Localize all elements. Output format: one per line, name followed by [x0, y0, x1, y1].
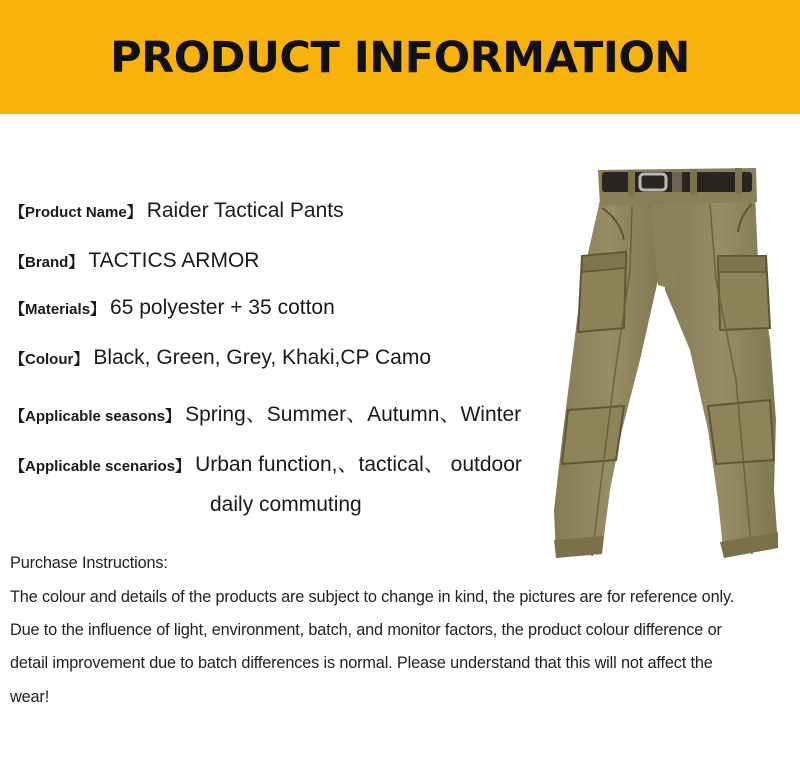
spec-row-product-name: [10, 199, 344, 223]
spec-value: Urban function,、tactical、 outdoor: [195, 453, 522, 476]
purchase-instructions-heading: Purchase Instructions:: [10, 554, 168, 572]
spec-label: 【Applicable scenarios】: [10, 458, 191, 475]
spec-value: Black, Green, Grey, Khaki,CP Camo: [93, 346, 432, 369]
spec-row-scenarios: [10, 448, 522, 478]
purchase-instructions-line: wear!: [10, 688, 50, 706]
spec-row-seasons: [10, 398, 521, 428]
title-banner: [0, 0, 800, 114]
purchase-instructions-line: The colour and details of the products are subject to change in kind, the pictures are for reference only.: [10, 588, 735, 606]
banner-title: PRODUCT INFORMATION: [110, 33, 690, 83]
spec-row-colour: [10, 346, 431, 370]
spec-row-materials: [10, 296, 335, 320]
spec-value: Spring、Summer、Autumn、Winter: [185, 403, 522, 426]
spec-row-brand: [10, 249, 259, 273]
spec-value: 65 polyester + 35 cotton: [110, 296, 335, 319]
spec-value: TACTICS ARMOR: [88, 249, 260, 272]
product-image-tactical-pants: [540, 160, 780, 575]
purchase-instructions-line: Due to the influence of light, environment, batch, and monitor factors, the product colour difference or: [10, 621, 722, 639]
spec-label: 【Colour】: [10, 351, 89, 368]
spec-label: 【Applicable seasons】: [10, 408, 181, 425]
spec-label: 【Materials】: [10, 301, 106, 318]
purchase-instructions-line: detail improvement due to batch differences is normal. Please understand that this will not affect the: [10, 654, 713, 672]
spec-label: 【Product Name】: [10, 204, 142, 221]
spec-label: 【Brand】: [10, 254, 84, 271]
spec-value: Raider Tactical Pants: [146, 199, 344, 222]
spec-scenarios-continuation: daily commuting: [210, 493, 362, 516]
